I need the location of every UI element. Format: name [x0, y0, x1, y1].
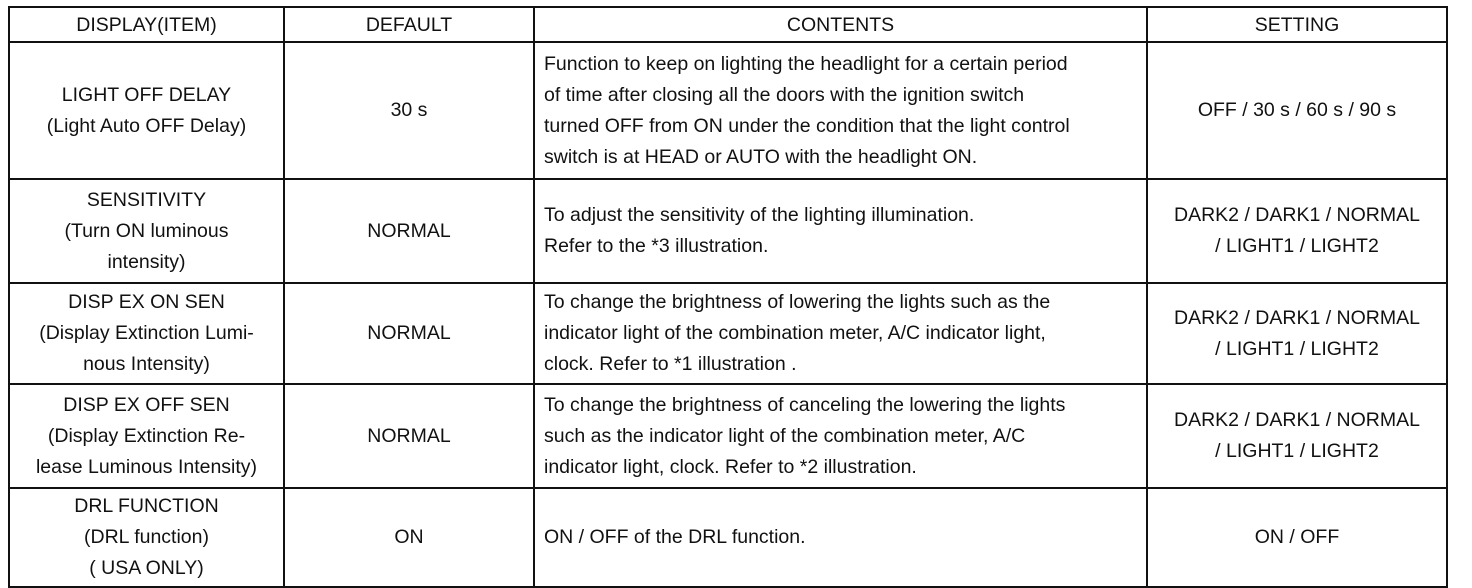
contents-cell: [534, 384, 1147, 488]
item-description: (Turn ON luminous: [64, 219, 229, 242]
item-description: lease Luminous Intensity): [35, 455, 258, 478]
item-description: intensity): [107, 250, 186, 273]
setting-line: / LIGHT1 / LIGHT2: [1215, 440, 1379, 462]
setting-line: / LIGHT1 / LIGHT2: [1215, 337, 1379, 360]
header-default: DEFAULT: [284, 7, 534, 42]
item-description: ( USA ONLY): [89, 557, 204, 579]
settings-table: [8, 6, 1448, 588]
setting-cell: [1147, 42, 1447, 179]
item-name: SENSITIVITY: [86, 188, 207, 211]
contents-cell: [534, 179, 1147, 283]
item-description: (DRL function): [84, 526, 209, 548]
table-row: [9, 488, 1447, 587]
setting-line: DARK2 / DARK1 / NORMAL: [1174, 306, 1420, 329]
header-row: [9, 7, 1447, 42]
header-setting: SETTING: [1147, 7, 1447, 42]
item-name: DRL FUNCTION: [74, 495, 219, 517]
contents-line: To change the brightness of canceling the lowering the lights: [544, 393, 1066, 416]
contents-line: clock. Refer to *1 illustration .: [544, 353, 797, 375]
setting-line: DARK2 / DARK1 / NORMAL: [1174, 204, 1420, 226]
item-cell: [9, 283, 284, 384]
header-item: DISPLAY(ITEM): [9, 7, 284, 42]
contents-line: Refer to the *3 illustration.: [544, 235, 769, 257]
setting-cell: [1147, 488, 1447, 587]
setting-cell: [1147, 384, 1447, 488]
item-name: LIGHT OFF DELAY: [61, 83, 232, 106]
contents-line: To adjust the sensitivity of the lighting illumination.: [544, 204, 975, 226]
item-description: (Display Extinction Lumi-: [39, 322, 254, 344]
contents-line: such as the indicator light of the combination meter, A/C: [544, 424, 1026, 447]
contents-line: To change the brightness of lowering the lights such as the: [544, 291, 1051, 313]
item-description: (Display Extinction Re-: [47, 424, 246, 447]
item-name: DISP EX ON SEN: [68, 291, 225, 313]
item-cell: [9, 384, 284, 488]
table-row: [9, 384, 1447, 488]
default-cell: NORMAL: [284, 384, 534, 488]
table-row: [9, 42, 1447, 179]
contents-line: of time after closing all the doors with the ignition switch: [544, 83, 1025, 106]
setting-line: OFF / 30 s / 60 s / 90 s: [1197, 99, 1397, 121]
setting-cell: [1147, 283, 1447, 384]
contents-line: indicator light of the combination meter, A/C indicator light,: [544, 322, 1046, 344]
item-cell: [9, 42, 284, 179]
contents-line: switch is at HEAD or AUTO with the headlight ON.: [544, 145, 978, 168]
default-cell: NORMAL: [284, 283, 534, 384]
setting-line: ON / OFF: [1254, 526, 1340, 548]
setting-cell: [1147, 179, 1447, 283]
contents-line: turned OFF from ON under the condition that the light control: [544, 114, 1070, 137]
contents-line: indicator light, clock. Refer to *2 illustration.: [544, 455, 917, 478]
default-cell: NORMAL: [284, 179, 534, 283]
setting-line: DARK2 / DARK1 / NORMAL: [1174, 409, 1420, 431]
default-cell: ON: [284, 488, 534, 587]
default-cell: 30 s: [284, 42, 534, 179]
item-description: nous Intensity): [83, 353, 210, 375]
item-description: (Light Auto OFF Delay): [46, 114, 247, 137]
contents-cell: [534, 283, 1147, 384]
setting-line: / LIGHT1 / LIGHT2: [1215, 235, 1379, 257]
contents-cell: [534, 488, 1147, 587]
contents-line: ON / OFF of the DRL function.: [544, 526, 806, 548]
header-contents: CONTENTS: [534, 7, 1147, 42]
item-name: DISP EX OFF SEN: [63, 393, 230, 416]
table-row: [9, 179, 1447, 283]
item-cell: [9, 179, 284, 283]
contents-cell: [534, 42, 1147, 179]
table-row: [9, 283, 1447, 384]
contents-line: Function to keep on lighting the headlight for a certain period: [544, 52, 1068, 75]
item-cell: [9, 488, 284, 587]
